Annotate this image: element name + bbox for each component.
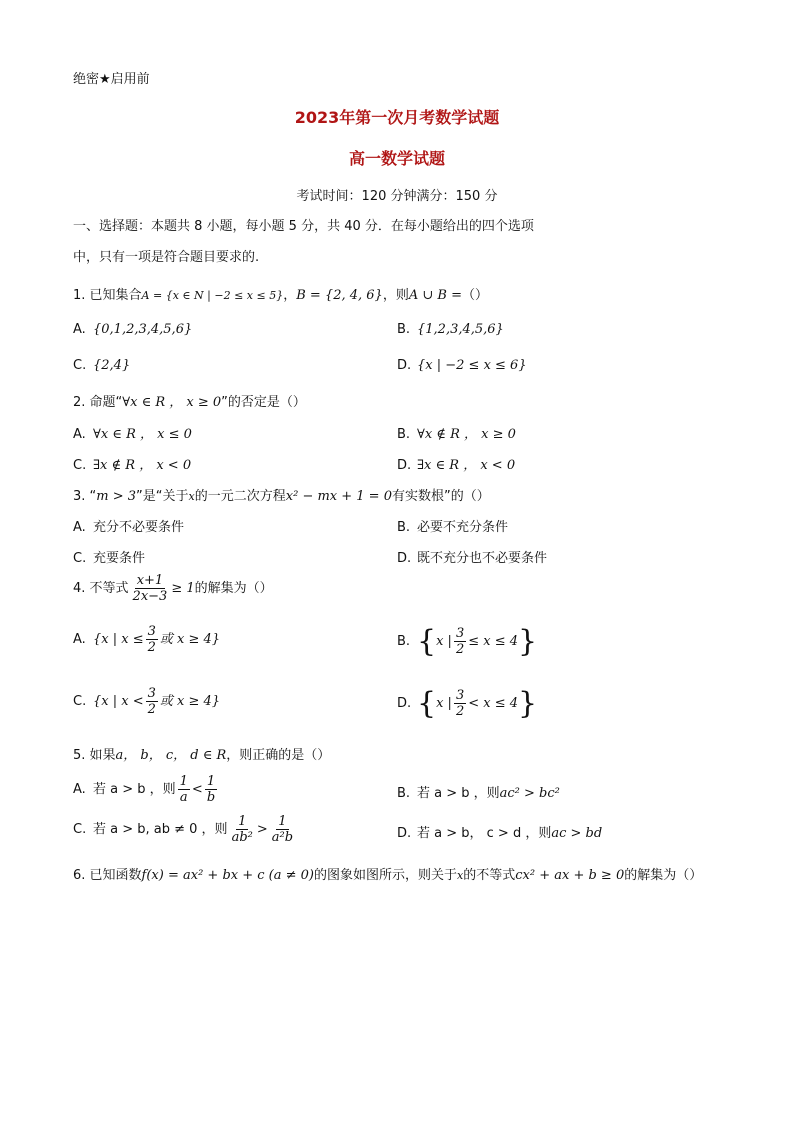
q4-option-d-fraction <box>454 688 466 719</box>
q5-option-d-label: D. <box>397 826 412 841</box>
q5-option-a-num2: 1 <box>206 774 216 789</box>
q4-option-a-num: 3 <box>147 624 156 639</box>
q6-stem <box>73 864 702 883</box>
q5-option-a-fraction2 <box>205 774 217 805</box>
q2-option-d-label: D. <box>397 458 412 473</box>
q1-option-b[interactable] <box>397 322 504 337</box>
q3-option-d-text: 既不充分也不必要条件 <box>417 551 548 566</box>
q5-option-c-fraction1 <box>230 814 255 845</box>
q5-option-c-den1: ab² <box>231 830 253 845</box>
q4-option-c-fraction <box>146 686 158 717</box>
q1-option-d[interactable] <box>397 358 527 373</box>
q1-paren: （） <box>461 288 488 303</box>
q4-stem-text2: 的解集为（） <box>194 581 273 596</box>
q2-proposition: ∀x ∈ R ， x ≥ 0 <box>122 395 222 410</box>
q4-option-b-den: 2 <box>455 642 465 657</box>
q4-option-d-post: < x ≤ 4 <box>468 696 519 711</box>
q5-variables: a， b， c， d ∈ R <box>115 748 227 763</box>
q1-option-a-label: A. <box>73 322 86 337</box>
q5-option-c-pre: 若 a > b, ab ≠ 0 ，则 <box>93 822 228 837</box>
q5-option-a-relation: < <box>191 782 203 797</box>
q4-option-b-num: 3 <box>455 626 465 641</box>
q5-option-b-pre: 若 a > b ，则 <box>417 786 500 801</box>
q4-option-a-pre: {x | x ≤ <box>93 632 144 647</box>
q5-option-c-relation: > <box>256 822 268 837</box>
q4-option-b[interactable] <box>397 624 537 659</box>
confidential-label: 绝密★启用前 <box>73 72 150 87</box>
section-intro-line1: 一、选择题：本题共 8 小题，每小题 5 分，共 40 分．在每小题给出的四个选项 <box>73 219 534 234</box>
q1-option-d-text: {x | −2 ≤ x ≤ 6} <box>417 358 527 373</box>
q4-option-d-pre: x | <box>436 696 452 711</box>
q1-option-a-text: {0,1,2,3,4,5,6} <box>93 322 193 337</box>
q4-stem <box>73 573 273 604</box>
q5-option-a-num1: 1 <box>179 774 188 789</box>
q5-option-a-label: A. <box>73 782 86 797</box>
q6-stem-text2: 的图象如图所示，则关于 <box>314 868 458 883</box>
exam-subtitle: 高一数学试题 <box>348 149 445 168</box>
q5-option-b-label: B. <box>397 786 411 801</box>
q2-option-c[interactable] <box>73 454 191 473</box>
q4-option-b-right-brace: } <box>518 624 538 659</box>
q5-option-d[interactable] <box>397 822 602 841</box>
q5-option-b-math: ac² > bc² <box>499 786 560 801</box>
q5-option-a-fraction1 <box>178 774 190 805</box>
q4-fraction-den: 2x−3 <box>132 589 168 604</box>
q5-option-a-den2: b <box>206 790 216 805</box>
q5-stem-text: 5. 如果 <box>73 748 116 763</box>
q1-sep: ， <box>283 288 297 303</box>
q5-option-d-pre: 若 a > b， c > d ，则 <box>417 826 552 841</box>
q6-stem-text: 6. 已知函数 <box>73 868 142 883</box>
q4-stem-text: 4. 不等式 <box>73 581 129 596</box>
section-intro-line2: 中，只有一项是符合题目要求的. <box>73 250 260 265</box>
q3-option-a[interactable] <box>73 516 184 535</box>
q4-option-c-pre: {x | x < <box>93 694 144 709</box>
q3-stem <box>73 485 490 504</box>
q1-option-a[interactable] <box>73 322 192 337</box>
q4-option-c-post: 或 x ≥ 4} <box>159 694 221 709</box>
q4-option-d-label: D. <box>397 696 412 711</box>
q6-function: f(x) = ax² + bx + c (a ≠ 0) <box>141 868 314 883</box>
q4-option-b-left-brace: { <box>417 624 437 659</box>
q4-fraction <box>131 573 170 604</box>
q4-option-c[interactable] <box>73 686 220 717</box>
q5-stem <box>73 744 330 763</box>
q2-option-a[interactable] <box>73 423 192 442</box>
q5-option-c-fraction2 <box>270 814 295 845</box>
q4-option-b-label: B. <box>397 634 411 649</box>
q3-stem-text: 3. “ <box>73 489 97 504</box>
q4-option-c-label: C. <box>73 694 87 709</box>
q3-condition: m > 3 <box>96 489 137 504</box>
q5-option-c-num1: 1 <box>238 814 247 829</box>
q5-option-c-num2: 1 <box>278 814 287 829</box>
q2-option-b[interactable] <box>397 423 516 442</box>
q1-option-b-text: {1,2,3,4,5,6} <box>417 322 504 337</box>
q4-option-a-label: A. <box>73 632 86 647</box>
q5-option-a-den1: a <box>179 790 188 805</box>
q1-stem <box>73 284 488 303</box>
q1-option-c-text: {2,4} <box>93 358 131 373</box>
q4-option-d-den: 2 <box>455 704 465 719</box>
q4-option-b-post: ≤ x ≤ 4 <box>468 634 519 649</box>
q4-option-a-den: 2 <box>147 640 156 655</box>
q3-option-c-label: C. <box>73 551 87 566</box>
q5-option-a-pre: 若 a > b ，则 <box>93 782 176 797</box>
q1-union: A ∪ B = <box>408 288 462 303</box>
q3-option-c-text: 充要条件 <box>93 551 146 566</box>
q4-option-d[interactable] <box>397 686 537 721</box>
q2-option-a-label: A. <box>73 427 86 442</box>
q5-option-b[interactable] <box>397 782 560 801</box>
q1-option-d-label: D. <box>397 358 412 373</box>
q1-option-c-label: C. <box>73 358 87 373</box>
q6-variable: x <box>457 869 464 882</box>
q4-option-c-num: 3 <box>147 686 156 701</box>
q5-option-c-label: C. <box>73 822 87 837</box>
q5-option-d-math: ac > bd <box>551 826 603 841</box>
q3-option-d[interactable] <box>397 547 547 566</box>
q2-option-b-label: B. <box>397 427 411 442</box>
q1-set-a: A = {x ∈ N | −2 ≤ x ≤ 5} <box>141 289 284 302</box>
q5-option-c[interactable] <box>73 814 297 845</box>
q4-option-a[interactable] <box>73 624 220 655</box>
q4-option-b-fraction <box>454 626 466 657</box>
q3-option-b[interactable] <box>397 516 508 535</box>
q3-stem-text4: 有实数根”的（） <box>391 489 490 504</box>
q4-option-d-num: 3 <box>455 688 465 703</box>
q5-option-a[interactable] <box>73 774 219 805</box>
q2-option-a-text: ∀x ∈ R ， x ≤ 0 <box>93 427 192 442</box>
q1-set-b: B = {2, 4, 6} <box>296 288 383 303</box>
q4-option-d-right-brace: } <box>518 686 538 721</box>
q3-option-d-label: D. <box>397 551 412 566</box>
q6-stem-text3: 的不等式 <box>463 868 516 883</box>
q1-option-c[interactable] <box>73 358 130 373</box>
q6-inequality: cx² + ax + b ≥ 0 <box>515 868 625 883</box>
q4-option-a-post: 或 x ≥ 4} <box>159 632 221 647</box>
q3-stem-text2: ”是“关于 <box>136 489 189 504</box>
q2-option-d[interactable] <box>397 454 515 473</box>
q4-option-a-fraction <box>146 624 158 655</box>
q1-stem-text: 1. 已知集合 <box>73 288 142 303</box>
q3-equation: x² − mx + 1 = 0 <box>285 489 392 504</box>
q5-option-c-den2: a²b <box>271 830 294 845</box>
exam-time-info: 考试时间：120 分钟满分：150 分 <box>296 189 498 204</box>
q4-option-d-left-brace: { <box>417 686 437 721</box>
q3-option-a-text: 充分不必要条件 <box>93 520 185 535</box>
q2-option-c-label: C. <box>73 458 87 473</box>
q3-option-a-label: A. <box>73 520 86 535</box>
q6-stem-text4: 的解集为（） <box>624 868 703 883</box>
q4-option-c-den: 2 <box>147 702 156 717</box>
q2-stem-text: 2. 命题“ <box>73 395 123 410</box>
exam-title: 2023年第一次月考数学试题 <box>294 108 500 127</box>
q3-option-c[interactable] <box>73 547 145 566</box>
q4-option-b-pre: x | <box>436 634 452 649</box>
q2-stem <box>73 391 306 410</box>
q3-variable: x <box>188 490 195 503</box>
q2-option-c-text: ∃x ∉ R ， x < 0 <box>93 458 192 473</box>
q1-option-b-label: B. <box>397 322 411 337</box>
q3-option-b-label: B. <box>397 520 411 535</box>
q2-stem-text2: ”的否定是（） <box>221 395 306 410</box>
q3-option-b-text: 必要不充分条件 <box>417 520 509 535</box>
q1-stem-text2: ，则 <box>382 288 409 303</box>
q2-option-b-text: ∀x ∉ R ， x ≥ 0 <box>417 427 516 442</box>
q3-stem-text3: 的一元二次方程 <box>194 489 286 504</box>
q5-stem-text2: ，则正确的是（） <box>226 748 331 763</box>
q2-option-d-text: ∃x ∈ R ， x < 0 <box>417 458 516 473</box>
q4-fraction-num: x+1 <box>136 573 164 588</box>
q4-relation: ≥ 1 <box>171 581 195 596</box>
